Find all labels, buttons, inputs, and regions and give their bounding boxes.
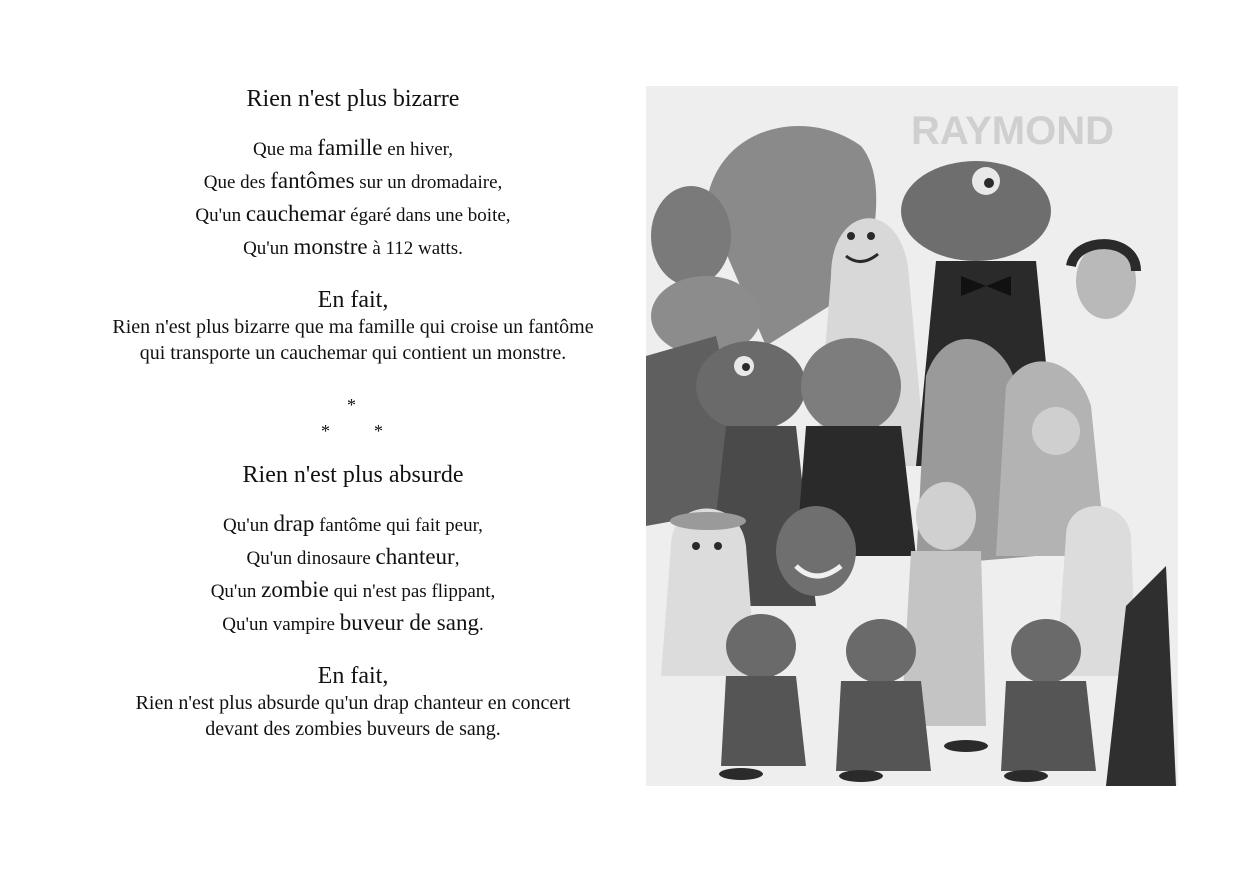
poem-column [70,82,636,742]
poem1-title: Rien n'est plus bizarre [246,86,460,112]
small-monster-right-body [1001,681,1096,771]
poem1-conclusion [70,314,636,366]
separator-star-right: * [374,421,383,441]
poem2-conclusion [70,690,636,742]
poem2-stanza [70,508,636,640]
poem2-title: Rien n'est plus absurde [242,462,464,488]
rabbit-monster [651,186,731,286]
small-monster-left-head [726,614,796,678]
star-separator [70,392,636,444]
ogre-monster-head [801,338,901,434]
poem1-line-2: Que des fantômes sur un dromadaire, [203,168,503,193]
poem2-line-3: Qu'un zombie qui n'est pas flippant, [210,577,496,602]
poem1-en-fait: En fait, [317,287,389,313]
poem2-line-1: Qu'un drap fantôme qui fait peur, [223,511,483,536]
dino-monster-head [696,341,806,431]
spiky-grin-monster [776,506,856,596]
poem2-conclusion-line-2: devant des zombies buveurs de sang. [205,718,501,740]
boy-head [916,482,976,550]
poem1-conclusion-line-1: Rien n'est plus bizarre que ma famille qui croise un fantôme [112,316,594,338]
poem1-line-3: Qu'un cauchemar égaré dans une boite, [195,201,511,226]
poem2-en-fait: En fait, [317,663,389,689]
poem2-line-4: Qu'un vampire buveur de sang. [222,610,484,635]
monster-crowd-drawing [646,86,1178,786]
illustration-background-text: RAYMOND [911,109,1114,153]
poem1-line-4: Qu'un monstre à 112 watts. [243,234,463,259]
monster-crowd-illustration [646,86,1178,786]
small-monster-center-body [836,681,931,771]
poem1-line-1: Que ma famille en hiver, [253,135,453,160]
poem1-stanza [70,132,636,264]
small-monster-right-head [1011,619,1081,683]
poem2-conclusion-line-1: Rien n'est plus absurde qu'un drap chanteur en concert [135,692,571,714]
separator-star-left: * [321,421,330,441]
poem2-line-2: Qu'un dinosaure chanteur, [246,544,460,569]
poem1-conclusion-line-2: qui transporte un cauchemar qui contient un monstre. [139,342,567,364]
small-monster-center-head [846,619,916,683]
separator-star-top: * [347,395,356,415]
small-monster-left-body [721,676,806,766]
